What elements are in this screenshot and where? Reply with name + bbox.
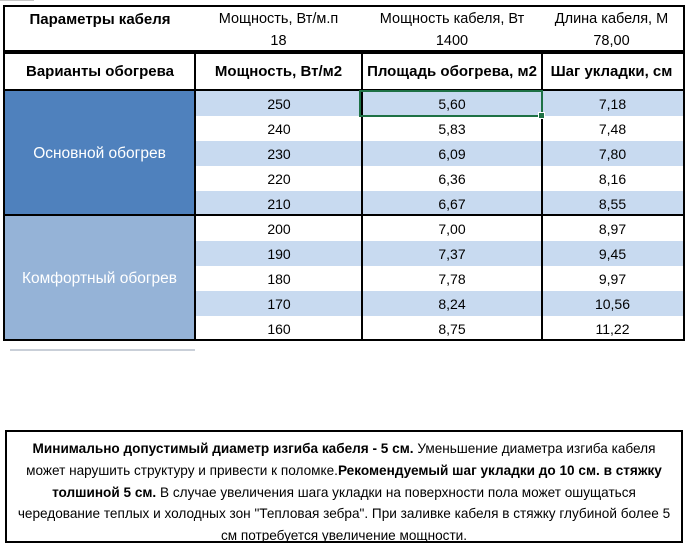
header-power[interactable]: Мощность, Вт/м2 xyxy=(214,63,343,80)
cell-power[interactable]: 170 xyxy=(196,291,362,316)
cell-area[interactable]: 5,60 xyxy=(362,91,542,116)
cell-step[interactable]: 8,55 xyxy=(542,191,683,216)
cell-power[interactable]: 190 xyxy=(196,241,362,266)
data-left-border xyxy=(3,91,5,341)
header-vline-2 xyxy=(361,52,363,91)
header-vline-1 xyxy=(194,52,196,91)
cable-params-table xyxy=(3,5,685,52)
cell-power[interactable]: 210 xyxy=(196,191,362,216)
selected-cell-outline[interactable] xyxy=(359,90,543,117)
cell-area[interactable]: 6,36 xyxy=(362,166,542,191)
data-right-border xyxy=(683,91,685,341)
cell-power[interactable]: 230 xyxy=(196,141,362,166)
cell-step[interactable]: 9,97 xyxy=(542,266,683,291)
params-title[interactable]: Параметры кабеля xyxy=(29,10,171,28)
section-divider-line xyxy=(3,214,685,216)
cell-area[interactable]: 6,09 xyxy=(362,141,542,166)
params-col-length-label[interactable]: Длина кабеля, М xyxy=(554,11,669,27)
cell-step[interactable]: 9,45 xyxy=(542,241,683,266)
cell-area[interactable]: 7,37 xyxy=(362,241,542,266)
header-variants[interactable]: Варианты обогрева xyxy=(26,63,174,80)
header-step[interactable]: Шаг укладки, см xyxy=(550,63,673,80)
gridline-artifact xyxy=(0,0,34,1)
page-break-line xyxy=(10,349,195,351)
heating-header-row xyxy=(3,52,685,91)
data-vline-1 xyxy=(194,91,196,341)
data-grid xyxy=(196,91,683,341)
cell-power[interactable]: 200 xyxy=(196,216,362,241)
note-segment: В случае увеличения шага укладки на поверхности пола может ошущаться чередование теплых и холодных зон "Тепловая зебра". При заливке кабеля в стяжку глубиной более 5 см потребуется увеличение мощности. xyxy=(17,484,671,544)
data-vline-2 xyxy=(361,91,363,341)
cell-power[interactable]: 180 xyxy=(196,266,362,291)
params-col-cablepower-label[interactable]: Мощность кабеля, Вт xyxy=(379,11,525,27)
params-cablepower-value[interactable]: 1400 xyxy=(435,32,469,49)
variant-column xyxy=(5,91,194,341)
note-text xyxy=(17,438,671,545)
cell-step[interactable]: 8,97 xyxy=(542,216,683,241)
cell-area[interactable]: 5,83 xyxy=(362,116,542,141)
data-vline-3 xyxy=(541,91,543,341)
cell-power[interactable]: 250 xyxy=(196,91,362,116)
params-power-value[interactable]: 18 xyxy=(270,32,287,49)
cell-power[interactable]: 220 xyxy=(196,166,362,191)
cell-power[interactable]: 240 xyxy=(196,116,362,141)
cell-step[interactable]: 8,16 xyxy=(542,166,683,191)
note-bold-segment: Рекомендуемый шаг укладки до 10 см. в стяжку толшиной 5 см. xyxy=(52,462,662,500)
header-vline-3 xyxy=(541,52,543,91)
cell-area[interactable]: 7,78 xyxy=(362,266,542,291)
cell-step[interactable]: 11,22 xyxy=(542,316,683,341)
cell-area[interactable]: 6,67 xyxy=(362,191,542,216)
params-length-value[interactable]: 78,00 xyxy=(593,32,630,49)
params-empty-cell[interactable] xyxy=(5,31,195,50)
cell-step[interactable]: 7,48 xyxy=(542,116,683,141)
note-segment: Уменьшение диаметра изгиба кабеля может нарушить структуру и привести к поломке. xyxy=(26,441,656,478)
cell-area[interactable]: 7,00 xyxy=(362,216,542,241)
data-bottom-border xyxy=(3,339,685,341)
cell-area[interactable]: 8,75 xyxy=(362,316,542,341)
cell-step[interactable]: 7,18 xyxy=(542,91,683,116)
cell-step[interactable]: 7,80 xyxy=(542,141,683,166)
fill-handle[interactable] xyxy=(538,112,545,119)
cell-area[interactable]: 8,24 xyxy=(362,291,542,316)
note-bold-segment: Минимально допустимый диаметр изгиба кабеля - 5 см. xyxy=(32,441,414,456)
header-area[interactable]: Площадь обогрева, м2 xyxy=(367,63,537,80)
cell-power[interactable]: 160 xyxy=(196,316,362,341)
note-box xyxy=(5,430,683,543)
section-cell[interactable]: Основной обогрев xyxy=(5,91,194,216)
params-col-power-label[interactable]: Мощность, Вт/м.п xyxy=(218,11,339,27)
section-cell[interactable]: Комфортный обогрев xyxy=(5,216,194,341)
cell-step[interactable]: 10,56 xyxy=(542,291,683,316)
